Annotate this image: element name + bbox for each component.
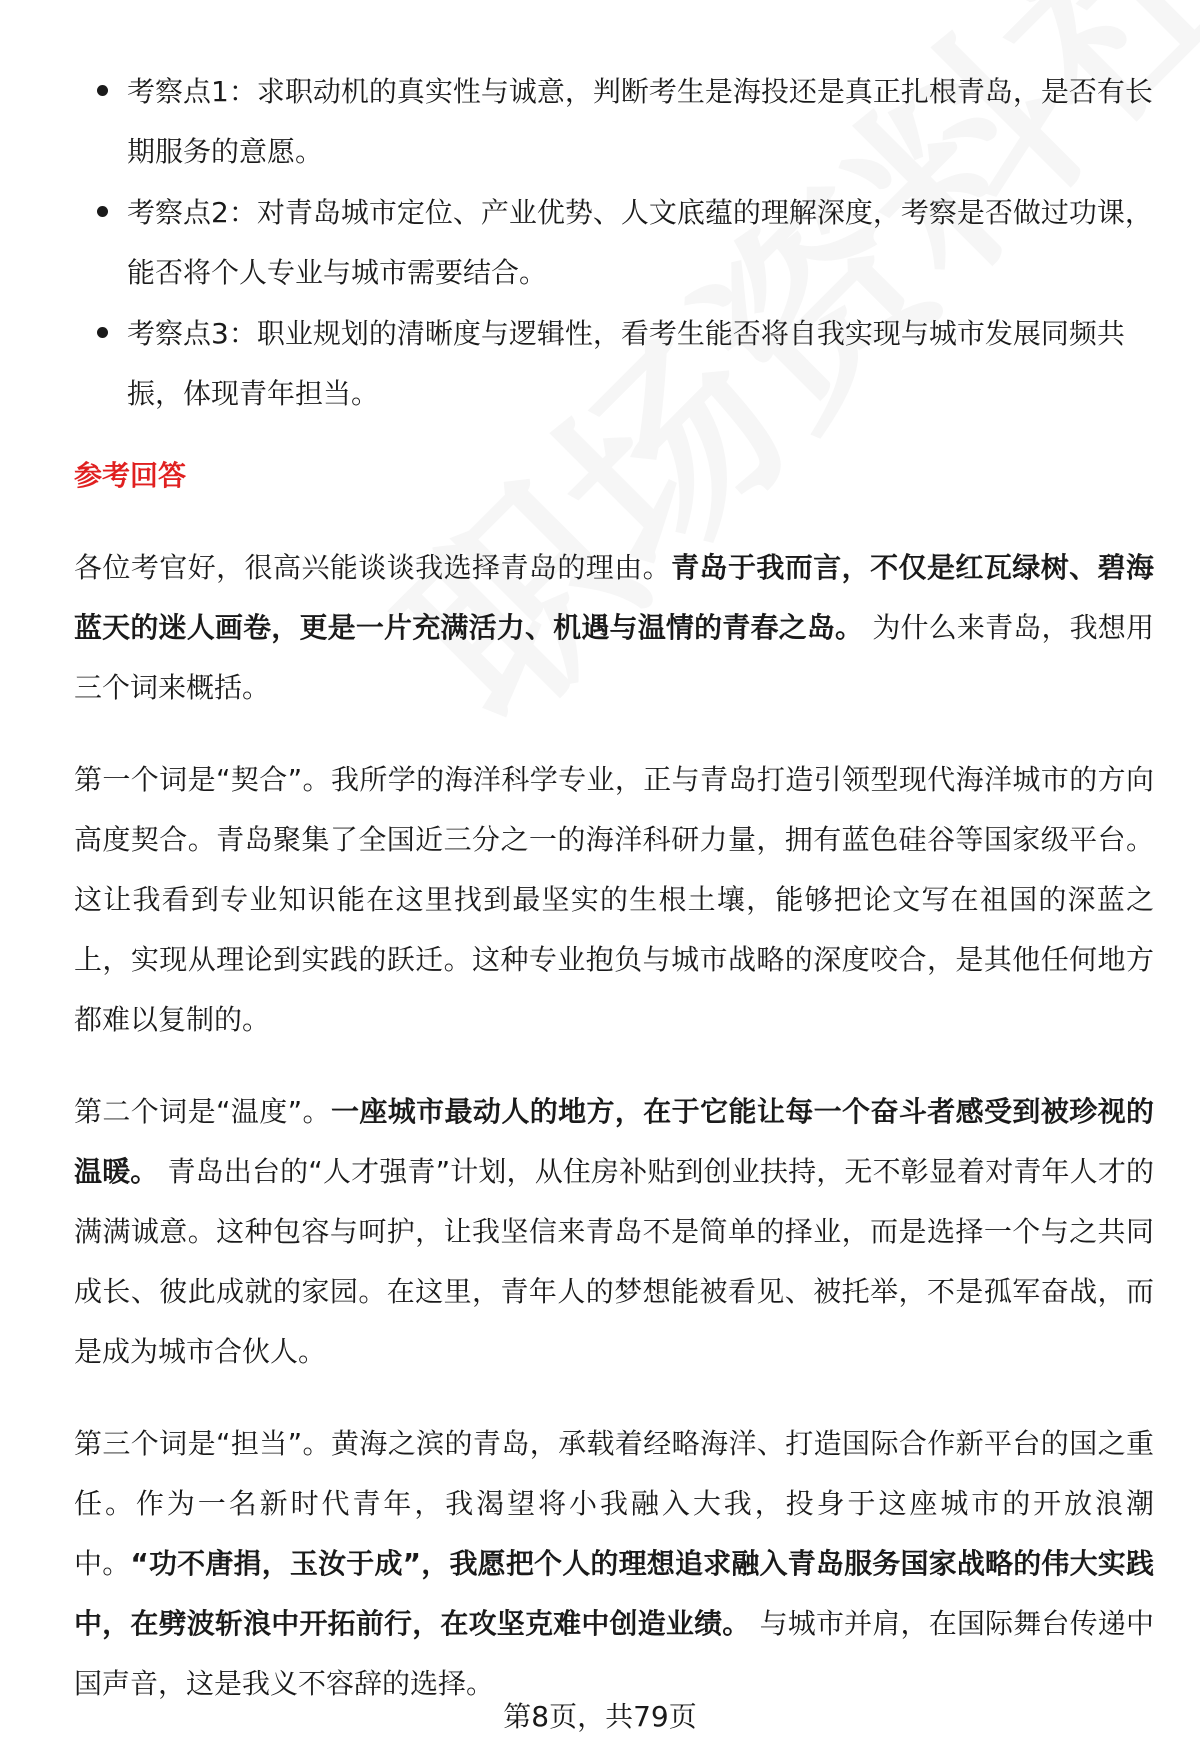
bullet-icon — [97, 327, 108, 338]
answer-paragraph-responsibility — [74, 1414, 1154, 1714]
document-page — [74, 62, 1154, 1714]
list-item — [74, 304, 1154, 424]
paragraph-text: 与城市并肩，在国际舞台传递中国声音，这是我义不容辞的选择。 — [74, 1607, 1154, 1700]
page-number: 第8页，共79页 — [503, 1700, 697, 1733]
list-item — [74, 62, 1154, 182]
section-title: 参考回答 — [74, 459, 187, 492]
list-item — [74, 183, 1154, 303]
paragraph-text: 青岛出台的“人才强青”计划，从住房补贴到创业扶持，无不彰显着对青年人才的满满诚意。这种包容与呵护，让我坚信来青岛不是简单的择业，而是选择一个与之共同成长、彼此成就的家园。在这里，青年人的梦想能被看见、被托举，不是孤军奋战，而是成为城市合伙人。 — [74, 1155, 1154, 1368]
paragraph-bold-text: 一座城市最动人的地方，在于它能让每一个奋斗者感受到被珍视的温暖。 — [74, 1095, 1154, 1188]
paragraph-text: 第二个词是“温度”。 — [74, 1095, 331, 1128]
bullet-icon — [97, 206, 108, 217]
assessment-point-text: 考察点3：职业规划的清晰度与逻辑性，看考生能否将自我实现与城市发展同频共振，体现青年担当。 — [127, 317, 1125, 410]
assessment-point-text: 考察点2：对青岛城市定位、产业优势、人文底蕴的理解深度，考察是否做过功课，能否将个人专业与城市需要结合。 — [127, 196, 1153, 289]
paragraph-text: 第一个词是“契合”。我所学的海洋科学专业，正与青岛打造引领型现代海洋城市的方向高度契合。青岛聚集了全国近三分之一的海洋科研力量，拥有蓝色硅谷等国家级平台。这让我看到专业知识能在这里找到最坚实的生根土壤，能够把论文写在祖国的深蓝之上，实现从理论到实践的跃迁。这种专业抱负与城市战略的深度咬合，是其他任何地方都难以复制的。 — [74, 763, 1154, 1036]
bullet-icon — [97, 85, 108, 96]
assessment-point-text: 考察点1：求职动机的真实性与诚意，判断考生是海投还是真正扎根青岛，是否有长期服务的意愿。 — [127, 75, 1153, 168]
paragraph-text: 为什么来青岛，我想用三个词来概括。 — [74, 611, 1154, 704]
paragraph-text: 各位考官好，很高兴能谈谈我选择青岛的理由。 — [74, 551, 672, 584]
paragraph-bold-text: 青岛于我而言，不仅是红瓦绿树、碧海蓝天的迷人画卷，更是一片充满活力、机遇与温情的青春之岛。 — [74, 551, 1154, 644]
answer-paragraph-warmth — [74, 1082, 1154, 1382]
paragraph-text: 第三个词是“担当”。黄海之滨的青岛，承载着经略海洋、打造国际合作新平台的国之重任。作为一名新时代青年，我渴望将小我融入大我，投身于这座城市的开放浪潮中。 — [74, 1427, 1154, 1580]
answer-paragraph-fit — [74, 750, 1154, 1050]
paragraph-bold-text: “功不唐捐，玉汝于成”，我愿把个人的理想追求融入青岛服务国家战略的伟大实践中，在劈波斩浪中开拓前行，在攻坚克难中创造业绩。 — [74, 1547, 1154, 1640]
assessment-points-list — [74, 62, 1154, 424]
answer-paragraph-intro — [74, 538, 1154, 718]
